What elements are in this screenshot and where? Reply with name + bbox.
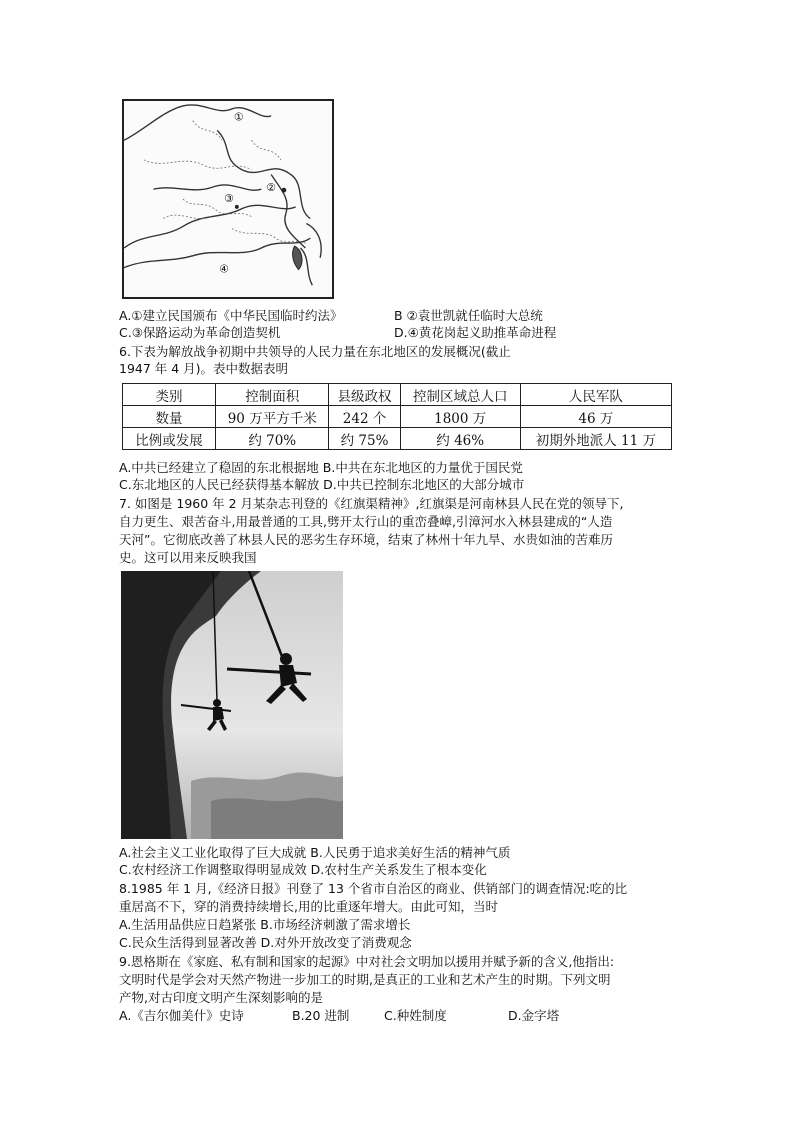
q9-stem-line2: 文明时代是学会对天然产物进一步加工的时期,是真正的工业和艺术产生的时期。下列文明: [119, 972, 611, 987]
table-cell: 约 70%: [216, 428, 329, 450]
marker-1: ①: [233, 110, 244, 124]
q5-option-b: B ②袁世凯就任临时大总统: [394, 308, 543, 323]
q8-stem-line2: 重居高不下，穿的消费持续增长,用的比重逐年增大。由此可知，当时: [119, 899, 498, 914]
red-flag-canal-photo: [121, 571, 343, 839]
q5-option-c: C.③保路运动为革命创造契机: [119, 325, 281, 340]
q9-stem-line1: 9.恩格斯在《家庭、私有制和国家的起源》中对社会文明加以援用并赋予新的含义,他指出:: [119, 954, 615, 969]
q9-option-b: B.20 进制: [292, 1008, 350, 1023]
q6-stem-line2: 1947 年 4 月)。表中数据表明: [119, 361, 289, 376]
q9-option-a: A.《吉尔伽美什》史诗: [119, 1008, 244, 1023]
q7-stem-line2: 自力更生、艰苦奋斗,用最普通的工具,劈开太行山的重峦叠嶂,引漳河水入林县建成的“人造: [119, 514, 613, 529]
table-header-cell: 类别: [123, 384, 216, 406]
table-header-cell: 人民军队: [520, 384, 671, 406]
q6-options-line1: A.中共已经建立了稳固的东北根据地 B.中共在东北地区的力量优于国民党: [119, 460, 523, 475]
marker-2: ②: [266, 181, 276, 195]
q9-stem-line3: 产物,对古印度文明产生深刻影响的是: [119, 990, 323, 1005]
table-header-cell: 县级政权: [329, 384, 400, 406]
marker-4: ④: [219, 262, 229, 276]
q7-stem-line1: 7. 如图是 1960 年 2 月某杂志刊登的《红旗渠精神》,红旗渠是河南林县人民在党的领导下,: [119, 496, 624, 511]
table-cell: 90 万平方千米: [216, 406, 329, 428]
photo-drawing: [121, 571, 343, 839]
table-row: [123, 406, 672, 428]
table-cell: 数量: [123, 406, 216, 428]
q6-stem-line1: 6.下表为解放战争初期中共领导的人民力量在东北地区的发展概况(截止: [119, 344, 511, 359]
q7-stem-line4: 史。这可以用来反映我国: [119, 550, 257, 565]
table-cell: 约 75%: [329, 428, 400, 450]
table-cell: 比例或发展: [123, 428, 216, 450]
table-cell: 约 46%: [400, 428, 520, 450]
table-cell: 46 万: [520, 406, 671, 428]
table-header-cell: 控制区域总人口: [400, 384, 520, 406]
q7-stem-line3: 天河”。它彻底改善了林县人民的恶劣生存环境，结束了林州十年九旱、水贵如油的苦难历: [119, 532, 613, 547]
q6-options-line2: C.东北地区的人民已经获得基本解放 D.中共已控制东北地区的大部分城市: [119, 477, 525, 492]
table-header-cell: 控制面积: [216, 384, 329, 406]
marker-3: ③: [224, 191, 234, 205]
table-cell: 242 个: [329, 406, 400, 428]
table-row: [123, 428, 672, 450]
q7-options-line2: C.农村经济工作调整取得明显成效 D.农村生产关系发生了根本变化: [119, 862, 487, 877]
q5-option-d: D.④黄花岗起义助推革命进程: [394, 325, 557, 340]
q9-option-d: D.金字塔: [508, 1008, 560, 1023]
map-drawing: [124, 101, 332, 297]
q8-options-line1: A.生活用品供应日趋紧张 B.市场经济刺激了需求增长: [119, 917, 411, 932]
table-header-row: [123, 384, 672, 406]
china-map-figure: [122, 99, 334, 299]
q9-option-c: C.种姓制度: [384, 1008, 447, 1023]
table-cell: 初期外地派人 11 万: [520, 428, 671, 450]
q5-option-a: A.①建立民国颁布《中华民国临时约法》: [119, 308, 343, 323]
table-cell: 1800 万: [400, 406, 520, 428]
q6-data-table: [122, 383, 672, 450]
q8-stem-line1: 8.1985 年 1 月,《经济日报》刊登了 13 个省市自治区的商业、供销部门的调查情况:吃的比: [119, 881, 628, 896]
q7-options-line1: A.社会主义工业化取得了巨大成就 B.人民勇于追求美好生活的精神气质: [119, 845, 511, 860]
q8-options-line2: C.民众生活得到显著改善 D.对外开放改变了消费观念: [119, 935, 412, 950]
